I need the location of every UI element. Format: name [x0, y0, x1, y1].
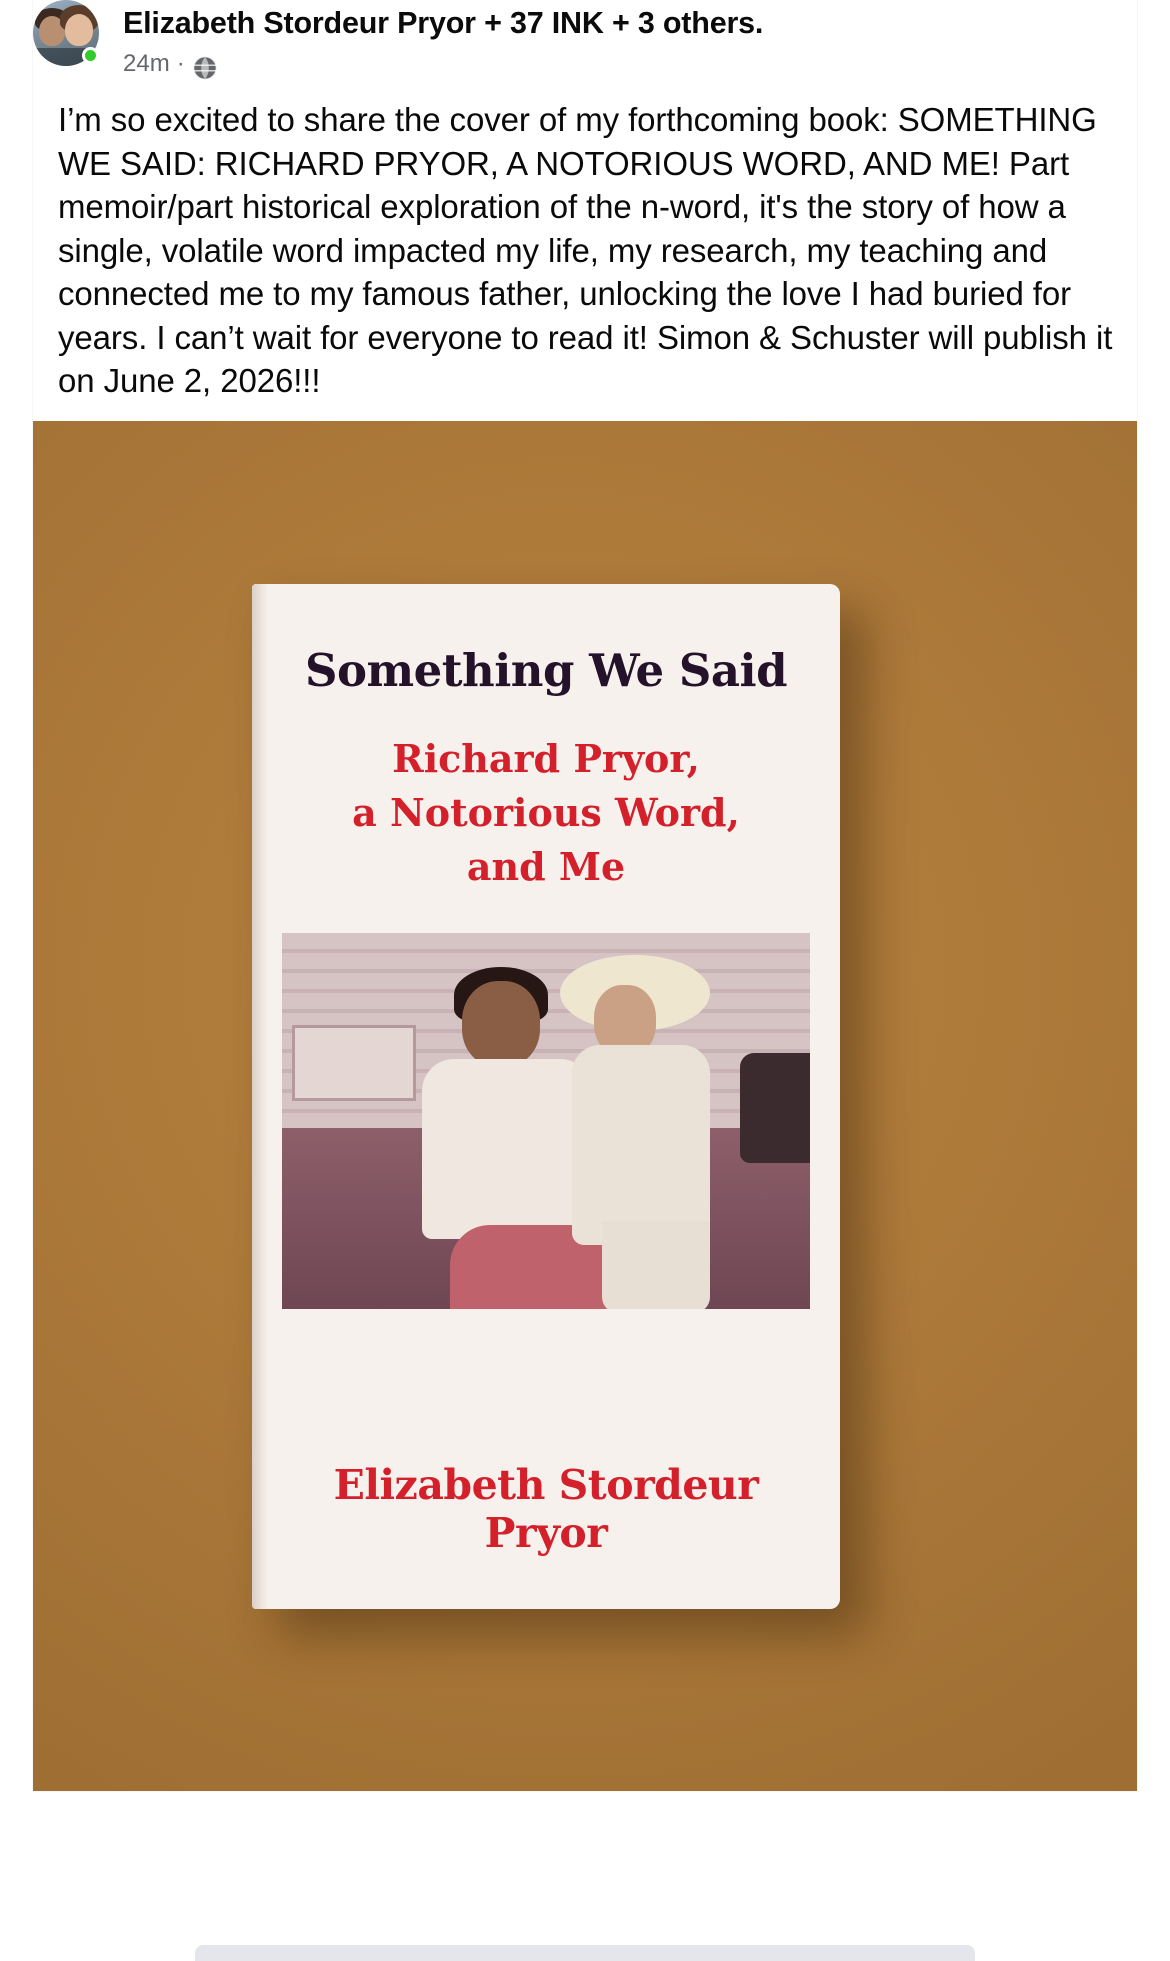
photo-woman-legs — [602, 1221, 710, 1309]
photo-man-head — [462, 981, 540, 1067]
post-header — [33, 0, 1137, 78]
post-body-text: I’m so excited to share the cover of my forthcoming book: SOMETHING WE SAID: RICHARD PRYOR, A NOTORIOUS WORD, AND ME! Part memoir/part historical exploration of the n-word, it's the story of how a single, volatile word impacted my life, my research, my teaching and connected me to my famous father, unlocking the love I had buried for years. I can’t wait for everyone to read it! Simon & Schuster will publish it on June 2, 2026!!! — [58, 101, 1113, 399]
book-subtitle — [276, 732, 816, 894]
post-timestamp[interactable]: 24m — [123, 50, 170, 77]
photo-man-shirt — [422, 1059, 592, 1239]
bottom-action-bar[interactable] — [195, 1945, 975, 1961]
meta-separator: · — [176, 50, 185, 77]
post-author-label: Elizabeth Stordeur Pryor + 37 INK + 3 others — [123, 6, 755, 40]
book-subtitle-line-2: a Notorious Word, — [352, 789, 740, 835]
social-post-card — [33, 0, 1137, 1791]
online-status-indicator — [82, 47, 99, 64]
post-attached-image[interactable] — [33, 421, 1137, 1791]
book-subtitle-line-3: and Me — [466, 843, 626, 889]
post-meta — [123, 50, 763, 78]
book-author: Elizabeth Stordeur Pryor — [333, 1460, 759, 1557]
globe-icon[interactable] — [192, 55, 218, 81]
book-cover — [252, 584, 840, 1609]
book-subtitle-line-1: Richard Pryor, — [392, 735, 700, 781]
book-cover-photo — [282, 933, 810, 1309]
bottom-strip — [0, 1917, 1170, 1961]
photo-white-box — [292, 1025, 416, 1101]
book-spine — [252, 584, 268, 1609]
avatar-person-two-face — [65, 14, 93, 46]
post-header-text — [123, 0, 763, 78]
photo-woman-shirt — [572, 1045, 710, 1245]
book-title: Something We Said — [304, 643, 788, 697]
post-author-period: . — [754, 6, 764, 40]
post-author-name[interactable] — [123, 2, 763, 44]
avatar[interactable] — [33, 0, 99, 66]
photo-car — [740, 1053, 810, 1163]
